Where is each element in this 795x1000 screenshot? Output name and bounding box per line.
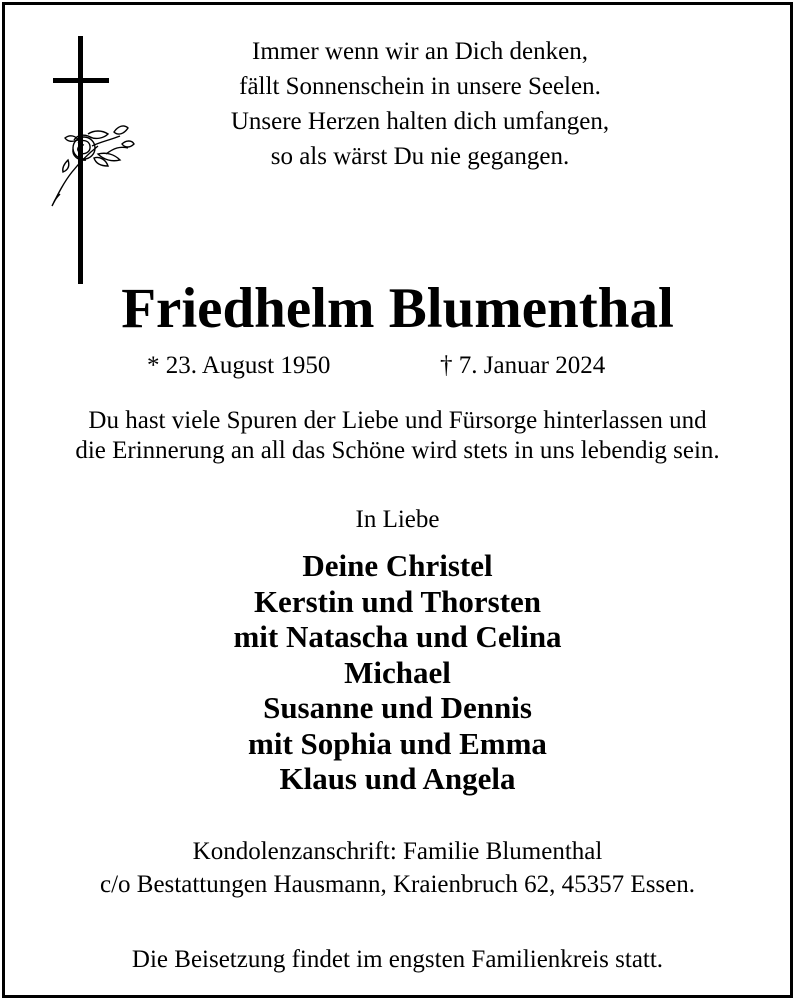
message-line: Du hast viele Spuren der Liebe und Fürsorge hinterlassen und: [88, 407, 707, 434]
family-list: [0, 548, 795, 797]
family-member: mit Sophia und Emma: [248, 725, 547, 761]
birth-date: * 23. August 1950: [147, 352, 331, 379]
poem-line: Immer wenn wir an Dich denken,: [252, 38, 588, 65]
poem-line: fällt Sonnenschein in unsere Seelen.: [239, 73, 601, 100]
condolence-line: Kondolenzanschrift: Familie Blumenthal: [192, 838, 603, 865]
family-member: Deine Christel: [302, 548, 493, 583]
deceased-name: Friedhelm Blumenthal: [121, 277, 674, 340]
family-member: Kerstin und Thorsten: [253, 583, 542, 619]
closing-phrase: In Liebe: [355, 506, 440, 533]
family-member: Klaus und Angela: [279, 761, 516, 796]
family-member: Michael: [344, 654, 451, 690]
condolence-line: c/o Bestattungen Hausmann, Kraienbruch 62, 45357 Essen.: [99, 871, 695, 898]
message-line: die Erinnerung an all das Schöne wird stets in uns lebendig sein.: [75, 437, 720, 464]
poem-line: so als wärst Du nie gegangen.: [270, 143, 570, 170]
poem: [120, 34, 720, 174]
memorial-message: [0, 406, 795, 466]
condolence-address: [0, 835, 795, 901]
family-member: mit Natascha und Celina: [233, 619, 562, 654]
poem-line: Unsere Herzen halten dich umfangen,: [230, 108, 610, 135]
death-date: † 7. Januar 2024: [440, 352, 606, 379]
family-member: Susanne und Dennis: [263, 690, 532, 725]
burial-note: Die Beisetzung findet im engsten Familienkreis statt.: [131, 946, 664, 973]
